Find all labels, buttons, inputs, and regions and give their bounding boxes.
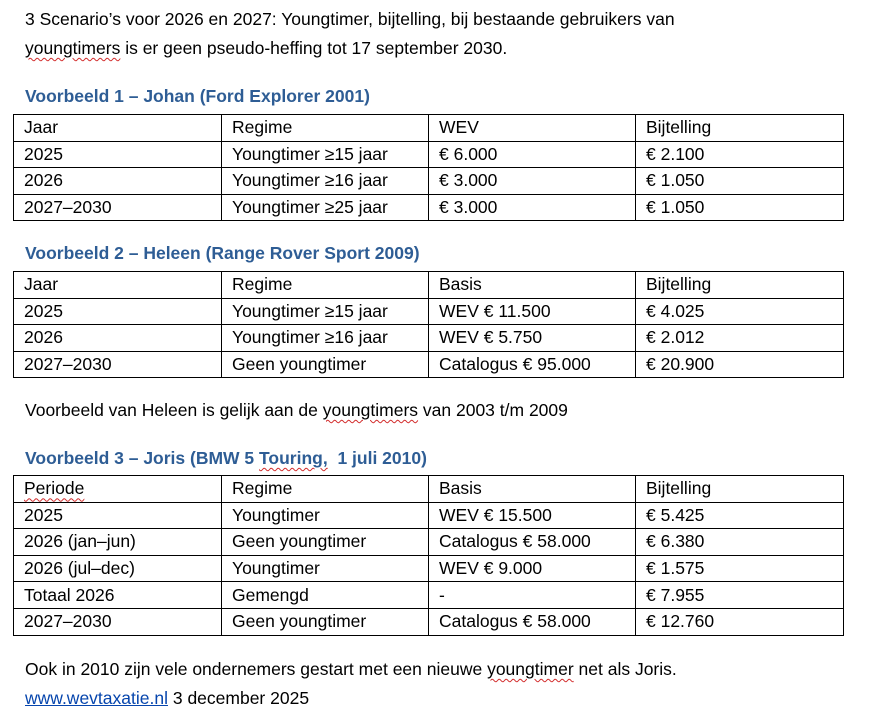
table-row <box>14 168 844 195</box>
table-cell: € 1.575 <box>636 555 844 582</box>
table-cell: 2027–2030 <box>14 194 222 221</box>
intro-line-1 <box>25 5 675 33</box>
table-cell: Youngtimer ≥15 jaar <box>222 141 429 168</box>
table-cell: € 4.025 <box>636 298 844 325</box>
table-cell: € 6.380 <box>636 529 844 556</box>
column-header: Bijtelling <box>636 476 844 503</box>
column-header: Regime <box>222 115 429 142</box>
table-cell: 2027–2030 <box>14 351 222 378</box>
table-header-row <box>14 272 844 299</box>
table-cell: € 20.900 <box>636 351 844 378</box>
table-header-row <box>14 115 844 142</box>
table-cell: Gemengd <box>222 582 429 609</box>
table-cell: Geen youngtimer <box>222 608 429 635</box>
table-cell: Geen youngtimer <box>222 529 429 556</box>
table-cell: WEV € 11.500 <box>429 298 636 325</box>
table-row <box>14 194 844 221</box>
example-3-table <box>13 475 844 636</box>
heleen-note <box>25 396 568 424</box>
table-cell: Totaal 2026 <box>14 582 222 609</box>
column-header: Basis <box>429 476 636 503</box>
table-cell: 2027–2030 <box>14 608 222 635</box>
table-cell: Youngtimer ≥16 jaar <box>222 168 429 195</box>
column-header: Bijtelling <box>636 115 844 142</box>
table-row <box>14 555 844 582</box>
table-cell: 2026 <box>14 325 222 352</box>
column-header: Jaar <box>14 272 222 299</box>
table-row <box>14 608 844 635</box>
footer-text: net als Joris. <box>573 659 677 679</box>
table-cell: € 1.050 <box>636 194 844 221</box>
note-text: van 2003 t/m 2009 <box>418 400 568 420</box>
table-row <box>14 325 844 352</box>
table-cell: Youngtimer ≥25 jaar <box>222 194 429 221</box>
table-cell: € 3.000 <box>429 194 636 221</box>
table-cell: - <box>429 582 636 609</box>
table-cell: € 5.425 <box>636 502 844 529</box>
intro-line-2 <box>25 34 507 62</box>
table-cell: 2025 <box>14 502 222 529</box>
footer-date: 3 december 2025 <box>167 688 310 708</box>
spellcheck-word[interactable]: youngtimers <box>322 400 419 420</box>
footer-line-1 <box>25 655 677 683</box>
column-header: WEV <box>429 115 636 142</box>
table-cell: Catalogus € 58.000 <box>429 608 636 635</box>
table-cell: € 12.760 <box>636 608 844 635</box>
example-2-table <box>13 271 844 378</box>
table-cell: € 2.100 <box>636 141 844 168</box>
footer-line-2 <box>25 684 309 712</box>
table-cell: Youngtimer ≥16 jaar <box>222 325 429 352</box>
table-cell: WEV € 9.000 <box>429 555 636 582</box>
example-2-heading: Voorbeeld 2 – Heleen (Range Rover Sport 2009) <box>25 243 420 263</box>
table-cell: € 3.000 <box>429 168 636 195</box>
table-cell: 2026 <box>14 168 222 195</box>
column-header: Bijtelling <box>636 272 844 299</box>
table-cell: Youngtimer ≥15 jaar <box>222 298 429 325</box>
column-header: Jaar <box>14 115 222 142</box>
column-header: Basis <box>429 272 636 299</box>
table-cell: € 7.955 <box>636 582 844 609</box>
intro-text-1: 3 Scenario’s voor 2026 en 2027: Youngtimer, bijtelling, bij bestaande gebruikers van <box>25 9 675 29</box>
spellcheck-word[interactable]: Periode <box>24 478 85 499</box>
column-header: Regime <box>222 476 429 503</box>
spellcheck-word[interactable]: youngtimers <box>25 38 121 58</box>
table-row <box>14 582 844 609</box>
column-header: Regime <box>222 272 429 299</box>
spellcheck-word[interactable]: youngtimer <box>487 659 574 679</box>
table-cell: Youngtimer <box>222 555 429 582</box>
table-cell: 2026 (jan–jun) <box>14 529 222 556</box>
table-cell: 2025 <box>14 298 222 325</box>
note-text: Voorbeeld van Heleen is gelijk aan de <box>25 400 323 420</box>
table-cell: € 2.012 <box>636 325 844 352</box>
website-link[interactable]: www.wevtaxatie.nl <box>25 688 168 708</box>
example-3-heading <box>25 448 427 469</box>
table-row <box>14 351 844 378</box>
table-cell: Geen youngtimer <box>222 351 429 378</box>
intro-text-2: is er geen pseudo-heffing tot 17 september 2030. <box>120 38 508 58</box>
table-row <box>14 502 844 529</box>
table-cell: Catalogus € 95.000 <box>429 351 636 378</box>
table-cell: WEV € 5.750 <box>429 325 636 352</box>
heading-text: Voorbeeld 3 – Joris (BMW 5 <box>25 448 260 468</box>
table-cell: € 1.050 <box>636 168 844 195</box>
table-cell: Youngtimer <box>222 502 429 529</box>
table-row <box>14 298 844 325</box>
table-row <box>14 529 844 556</box>
footer-text: Ook in 2010 zijn vele ondernemers gestart met een nieuwe <box>25 659 488 679</box>
table-cell: 2026 (jul–dec) <box>14 555 222 582</box>
table-header-row <box>14 476 844 503</box>
column-header <box>14 476 222 503</box>
table-row <box>14 141 844 168</box>
table-cell: 2025 <box>14 141 222 168</box>
table-cell: Catalogus € 58.000 <box>429 529 636 556</box>
table-cell: € 6.000 <box>429 141 636 168</box>
example-1-heading: Voorbeeld 1 – Johan (Ford Explorer 2001) <box>25 86 370 106</box>
example-1-table <box>13 114 844 221</box>
spellcheck-word[interactable]: Touring, <box>259 448 328 468</box>
table-cell: WEV € 15.500 <box>429 502 636 529</box>
heading-text: 1 juli 2010) <box>327 448 427 468</box>
